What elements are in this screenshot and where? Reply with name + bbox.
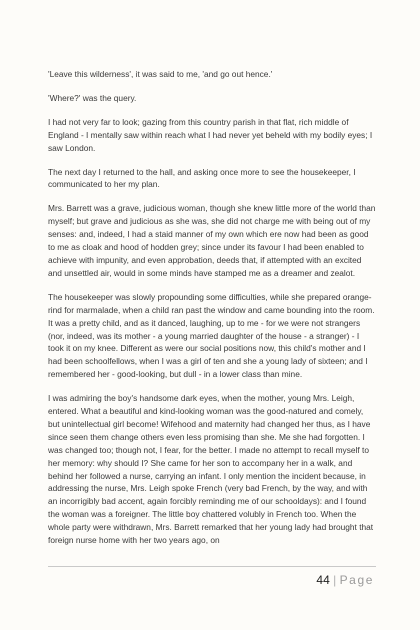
paragraph: I was admiring the boy's handsome dark eyes, when the mother, young Mrs. Leigh, entered. What a beautiful and kind-looking woman was the good-natured and comely, but unintellectual girl become! Wifehood and maternity had changed her thus, as I have since seen them change others even less promising than she. Me she had forgotten. I was changed too; though not, I fear, for the better. I made no attempt to recall myself to her memory: why should I? She came for her son to accompany her in a walk, and behind her followed a nurse, carrying an infant. I only mention the incident because, in addressing the nurse, Mrs. Leigh spoke French (very bad French, by the way, and with an incorrigibly bad accent, again forcibly reminding me of our schooldays): and I found the woman was a foreigner. The little boy chattered volubly in French too. When the whole party were withdrawn, Mrs. Barrett remarked that her young lady had brought that foreign nurse home with her two years ago, on — [48, 393, 374, 546]
paragraph: I had not very far to look; gazing from this country parish in that flat, rich middle of England - I mentally saw within reach what I had never yet beheld with my bodily eyes; I saw London. — [48, 116, 373, 153]
paragraph: 'Leave this wilderness', it was said to me, 'and go out hence.' — [48, 69, 273, 79]
page-footer — [316, 572, 374, 588]
page-label: Page — [339, 573, 374, 587]
paragraph: The next day I returned to the hall, and asking once more to see the housekeeper, I communicated to her my plan. — [48, 166, 356, 190]
paragraph: The housekeeper was slowly propounding some difficulties, while she prepared orange-rind for marmalade, when a child ran past the window and came bounding into the room. It was a pretty child, and as it danced, laughing, up to me - for we were not strangers (nor, indeed, was its mother - a young married daughter of the house - a stranger) - I took it on my knee. Different as were our social positions now, this child's mother and I had been schoolfellows, when I was a girl of ten and she a young lady of sixteen; and I remembered her - good-looking, but dull - in a lower class than mine. — [48, 291, 375, 380]
paragraph: Mrs. Barrett was a grave, judicious woman, though she knew little more of the world than myself; but grave and judicious as she was, she did not charge me with being out of my senses: and, indeed, I had a staid manner of my own which ere now had been as good to me as cloak and hood of hodden grey; since under its favour I had been enabled to achieve with impunity, and even approbation, deeds that, if attempted with an excited and unsettled air, would in some minds have stamped me as a dreamer and zealot. — [48, 203, 376, 278]
footer-divider — [48, 566, 376, 567]
paragraph: 'Where?' was the query. — [48, 92, 137, 103]
page-separator: | — [329, 573, 340, 587]
body-text — [48, 68, 376, 558]
page-number: 44 — [316, 573, 330, 587]
